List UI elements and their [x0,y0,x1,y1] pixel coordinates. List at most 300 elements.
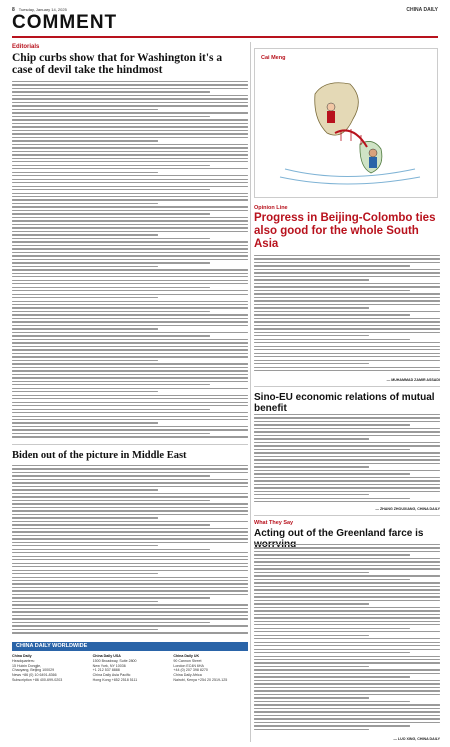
text-line [254,456,440,457]
editorial-body [12,81,248,441]
text-line [254,473,410,474]
text-line [254,491,440,492]
text-line [254,431,440,432]
divider [254,515,440,516]
text-line [12,301,248,302]
text-line [254,645,440,646]
text-line [254,435,440,436]
footer-column [93,654,168,683]
text-line [12,552,248,553]
text-line [254,265,410,266]
text-line [254,304,440,305]
text-line [254,477,440,478]
what-they-say-tag: What They Say [254,520,294,526]
text-line [12,503,248,504]
text-line [12,402,248,403]
text-line [12,618,248,619]
text-line [12,175,248,176]
text-line [12,311,210,312]
text-line [12,81,248,82]
text-line [254,424,410,425]
footer-line: 1500 Broadway, Suite 2800 [92,658,137,663]
text-line [254,614,440,615]
text-line [254,666,369,667]
text-line [254,335,369,336]
text-line [254,690,440,691]
text-line [12,622,210,623]
text-line [254,683,440,684]
text-line [12,475,210,476]
text-line [254,258,440,259]
text-line [12,535,248,536]
text-line [12,269,248,270]
text-line [12,109,158,110]
cartoon-drawing [255,49,439,199]
text-line [12,496,248,497]
text-line [254,610,440,611]
footer-line: China Daily Africa [173,673,202,678]
text-line [254,300,440,301]
text-line [254,459,440,460]
column-divider [250,42,251,742]
text-line [12,133,248,134]
text-line [254,314,410,315]
footer-column [12,654,87,683]
text-line [254,356,440,357]
text-line [12,231,248,232]
text-line [12,217,248,218]
text-line [254,568,440,569]
text-line [254,544,440,545]
footer-line: News +86 (0) 10 6491-8366 [12,673,57,678]
text-line [254,463,440,464]
sino-eu-headline: Sino-EU economic relations of mutual benefit [254,392,435,414]
text-line [254,498,410,499]
text-line [254,624,440,625]
text-line [12,213,210,214]
text-line [254,656,440,657]
text-line [12,238,210,239]
text-line [12,377,248,378]
text-line [12,590,248,591]
footer-line: China Daily Asia Pacific [92,673,131,678]
text-line [12,370,248,371]
text-line [12,325,248,326]
text-line [254,722,440,723]
text-line [12,168,248,169]
text-line [12,422,158,423]
text-line [254,367,440,368]
opinion-byline: — MUHAMMAD ZAMIR ASSADI [386,378,440,382]
text-line [12,179,248,180]
text-line [12,486,248,487]
text-line [12,98,248,99]
text-line [254,255,440,256]
text-line [12,409,210,410]
text-line [254,279,369,280]
text-line [12,381,248,382]
text-line [254,680,440,681]
text-line [12,583,248,584]
text-line [12,538,248,539]
text-line [12,102,248,103]
header-right [406,7,438,13]
text-line [12,234,158,235]
text-line [12,280,248,281]
text-line [12,116,210,117]
text-line [12,307,248,308]
text-line [12,266,158,267]
footer-line: New York, NY 10036 [92,663,126,668]
text-line [12,123,248,124]
text-line [254,718,440,719]
text-line [12,287,210,288]
text-line [12,629,158,630]
text-line [12,140,158,141]
text-line [12,514,248,515]
text-line [254,708,440,709]
text-line [12,276,248,277]
footer-title: CHINA DAILY WORLDWIDE [12,642,248,651]
text-line [254,687,440,688]
text-line [12,158,248,159]
text-line [12,262,210,263]
text-line [12,297,158,298]
text-line [12,549,210,550]
text-line [12,172,158,173]
footer-columns [12,654,248,683]
text-line [254,554,410,555]
text-line [12,632,248,633]
text-line [12,255,248,256]
footer-column [173,654,248,683]
text-line [12,91,210,92]
text-line [12,419,248,420]
text-line [12,356,248,357]
footer-line: Chaoyang, Beijing 100029 [12,668,55,673]
text-line [254,360,440,361]
text-line [254,704,440,705]
text-line [12,119,248,120]
text-line [12,493,248,494]
text-line [254,342,440,343]
text-line [12,597,210,598]
text-line [12,615,248,616]
text-line [12,283,248,284]
text-line [254,659,440,660]
text-line [12,314,248,315]
text-line [12,339,248,340]
text-line [12,363,248,364]
text-line [12,245,248,246]
text-line [12,566,248,567]
page-number: 8 [12,7,15,13]
text-line [12,507,248,508]
footer-column-name: China Daily [12,654,32,658]
text-line [12,436,248,437]
text-line [12,388,248,389]
text-line [254,414,440,415]
text-line [12,405,248,406]
text-line [254,621,440,622]
what-they-say-body [254,544,440,734]
text-line [254,269,440,270]
text-line [12,563,248,564]
text-line [12,482,248,483]
text-line [254,480,440,481]
text-line [12,604,248,605]
text-line [12,154,248,155]
text-line [12,625,248,626]
text-line [254,547,440,548]
text-line [12,294,248,295]
text-line [254,353,440,354]
text-line [254,311,440,312]
text-line [12,224,248,225]
text-line [12,528,248,529]
text-line [254,297,440,298]
text-line [254,445,440,446]
text-line [12,398,248,399]
text-line [254,551,440,552]
text-line [254,438,369,439]
text-line [12,472,248,473]
text-line [254,579,410,580]
text-line [12,489,158,490]
text-line [254,673,440,674]
cartoon-illustration [254,48,438,198]
what-they-say-byline: — LUO XING, CHINA DAILY [393,737,440,741]
text-line [254,346,440,347]
section-rule [12,36,438,38]
text-line [12,161,248,162]
text-line [12,468,248,469]
text-line [254,293,440,294]
text-line [12,577,248,578]
text-line [12,570,248,571]
text-line [12,151,248,152]
text-line [12,429,248,430]
text-line [12,601,158,602]
text-line [254,290,410,291]
text-line [254,589,440,590]
footer-column-name: China Daily UK [173,654,200,658]
text-line [254,593,440,594]
editorial-headline-2: Biden out of the picture in Middle East [12,450,187,461]
text-line [12,318,248,319]
text-line [254,694,440,695]
text-line [12,580,248,581]
page-date: Tuesday, January 14, 2025 [18,7,67,12]
text-line [12,524,210,525]
footer-line: Subscription +86 400-699-0203 [12,677,63,682]
text-line [12,290,248,291]
footer-line: London EC4N 6HA [173,663,204,668]
text-line [12,88,248,89]
text-line [12,182,248,183]
text-line [254,307,369,308]
text-line [12,360,158,361]
opinion-body [254,255,440,375]
footer-line: 90 Cannon Street [173,658,202,663]
sino-eu-body [254,414,440,506]
text-line [254,662,440,663]
text-line [254,272,440,273]
text-line [254,725,410,726]
text-line [254,617,440,618]
text-line [12,611,248,612]
text-line [12,587,248,588]
text-line [254,729,369,730]
text-line [254,628,410,629]
text-line [12,196,248,197]
text-line [12,220,248,221]
text-line [12,206,248,207]
text-line [12,412,248,413]
divider [254,386,440,387]
text-line [12,210,248,211]
text-line [254,466,369,467]
text-line [12,346,248,347]
text-line [12,465,248,466]
text-line [254,328,440,329]
text-line [12,199,248,200]
text-line [12,433,210,434]
text-line [254,631,440,632]
text-line [12,241,248,242]
text-line [12,416,248,417]
text-line [254,607,440,608]
text-line [254,596,440,597]
text-line [12,332,248,333]
footer-line: Hong Kong +852 2518 5111 [92,677,138,682]
text-line [254,600,440,601]
text-line [254,349,440,350]
text-line [12,304,248,305]
text-line [12,321,248,322]
text-line [12,186,248,187]
text-line [12,105,248,106]
text-line [254,565,440,566]
text-line [254,428,440,429]
text-line [254,339,410,340]
text-line [254,276,440,277]
text-line [12,203,158,204]
footer-line: +44 (0) 207 398 8270 [173,668,208,673]
text-line [254,484,440,485]
text-line [254,669,440,670]
text-line [254,449,410,450]
text-line [254,487,440,488]
text-line [254,649,440,650]
text-line [12,353,248,354]
text-line [254,421,440,422]
text-line [254,321,440,322]
text-line [12,342,248,343]
text-line [12,147,248,148]
text-line [254,711,440,712]
sino-eu-byline: — ZHANG ZHOUXIANG, CHINA DAILY [375,507,440,511]
text-line [254,561,440,562]
text-line [12,479,248,480]
text-line [254,697,369,698]
text-line [254,635,369,636]
text-line [254,572,369,573]
text-line [12,559,248,560]
footer-line: 15 Huixin Dongjie, [12,663,42,668]
text-line [254,332,440,333]
text-line [12,193,248,194]
text-line [12,349,248,350]
text-line [254,325,440,326]
text-line [12,112,248,113]
text-line [12,328,158,329]
text-line [12,426,248,427]
text-line [12,517,158,518]
text-line [254,452,440,453]
text-line [12,144,248,145]
text-line [254,470,440,471]
text-line [12,130,248,131]
text-line [254,501,440,502]
cartoonist-credit: Cai Meng [261,55,286,61]
text-line [254,283,440,284]
text-line [254,586,440,587]
text-line [254,701,410,702]
text-line [254,582,440,583]
text-line [254,494,369,495]
text-line [254,638,440,639]
text-line [12,608,248,609]
text-line [254,442,440,443]
brand-name: CHINA DAILY [406,7,438,13]
text-line [12,84,248,85]
text-line [12,594,248,595]
text-line [254,558,440,559]
footer-line: Headquarters: [12,658,35,663]
text-line [254,370,440,371]
text-line [254,575,440,576]
text-line [12,531,248,532]
text-line [12,95,248,96]
text-line [254,652,410,653]
opinion-headline: Progress in Beijing-Colombo ties also good for the whole South Asia [254,212,436,250]
text-line [12,391,158,392]
editorial-body-2 [12,465,248,637]
what-they-say-headline: Acting out of the Greenland farce is [254,528,424,539]
text-line [254,642,440,643]
text-line [12,500,210,501]
text-line [12,374,248,375]
text-line [12,248,248,249]
text-line [12,395,248,396]
text-line [12,510,248,511]
text-line [12,556,248,557]
footer-line: +1 212 537 8888 [92,668,120,673]
text-line [254,318,440,319]
editorials-tag: Editorials [12,44,40,50]
text-line [254,715,440,716]
text-line [12,573,158,574]
text-line [12,384,210,385]
divider [12,444,248,445]
text-line [12,367,248,368]
text-line [12,165,210,166]
footer-line: Nairobi, Kenya +254 20 2519-125 [173,677,228,682]
text-line [12,259,248,260]
text-line [254,676,410,677]
text-line [254,262,440,263]
